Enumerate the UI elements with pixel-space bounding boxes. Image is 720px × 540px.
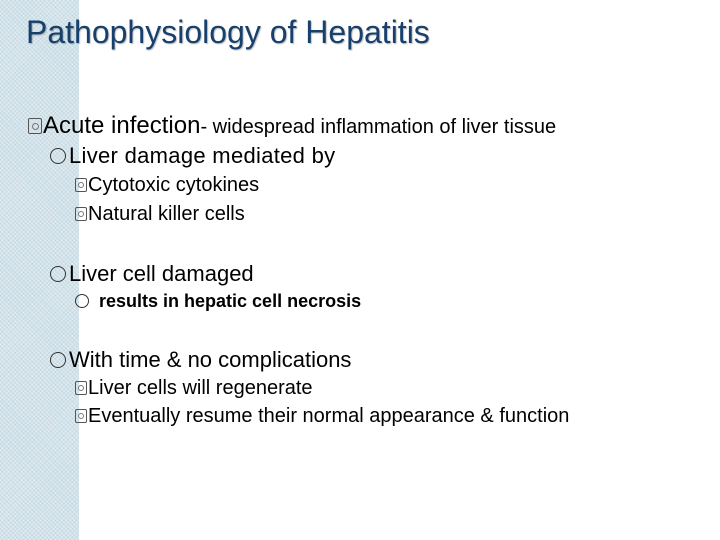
bullet-necrosis (75, 291, 361, 312)
ring-bullet-icon (50, 266, 66, 282)
bullet-necrosis-text: results in hepatic cell necrosis (99, 291, 362, 311)
box-glyph-icon (75, 409, 87, 423)
bullet-cytotoxic (75, 174, 259, 197)
bullet-with-time-text: With time & no complications (69, 347, 352, 372)
bullet-with-time (50, 347, 351, 373)
bullet-nk-cells (75, 203, 245, 226)
ring-bullet-icon (50, 352, 66, 368)
bullet-liver-damage (50, 143, 335, 169)
bullet-acute-lead: Acute infection (43, 112, 201, 139)
bullet-cytotoxic-text: Cytotoxic cytokines (88, 174, 260, 196)
bullet-resume-text: Eventually resume their normal appearance & function (88, 405, 570, 427)
bullet-resume (75, 405, 569, 428)
bullet-nk-cells-text: Natural killer cells (88, 203, 245, 225)
bullet-cell-damaged (50, 261, 254, 287)
box-glyph-icon (28, 118, 42, 134)
bullet-acute-infection (28, 112, 556, 140)
ring-bullet-icon (75, 294, 89, 308)
box-glyph-icon (75, 207, 87, 221)
bullet-acute-rest: - widespread inflammation of liver tissue (200, 116, 557, 138)
bullet-cell-damaged-text: Liver cell damaged (69, 261, 254, 286)
slide-title: Pathophysiology of Hepatitis (26, 14, 430, 50)
bullet-liver-damage-text: Liver damage mediated by (69, 143, 336, 168)
ring-bullet-icon (50, 148, 66, 164)
bullet-regenerate-text: Liver cells will regenerate (88, 377, 313, 399)
box-glyph-icon (75, 381, 87, 395)
box-glyph-icon (75, 178, 87, 192)
bullet-regenerate (75, 377, 313, 400)
